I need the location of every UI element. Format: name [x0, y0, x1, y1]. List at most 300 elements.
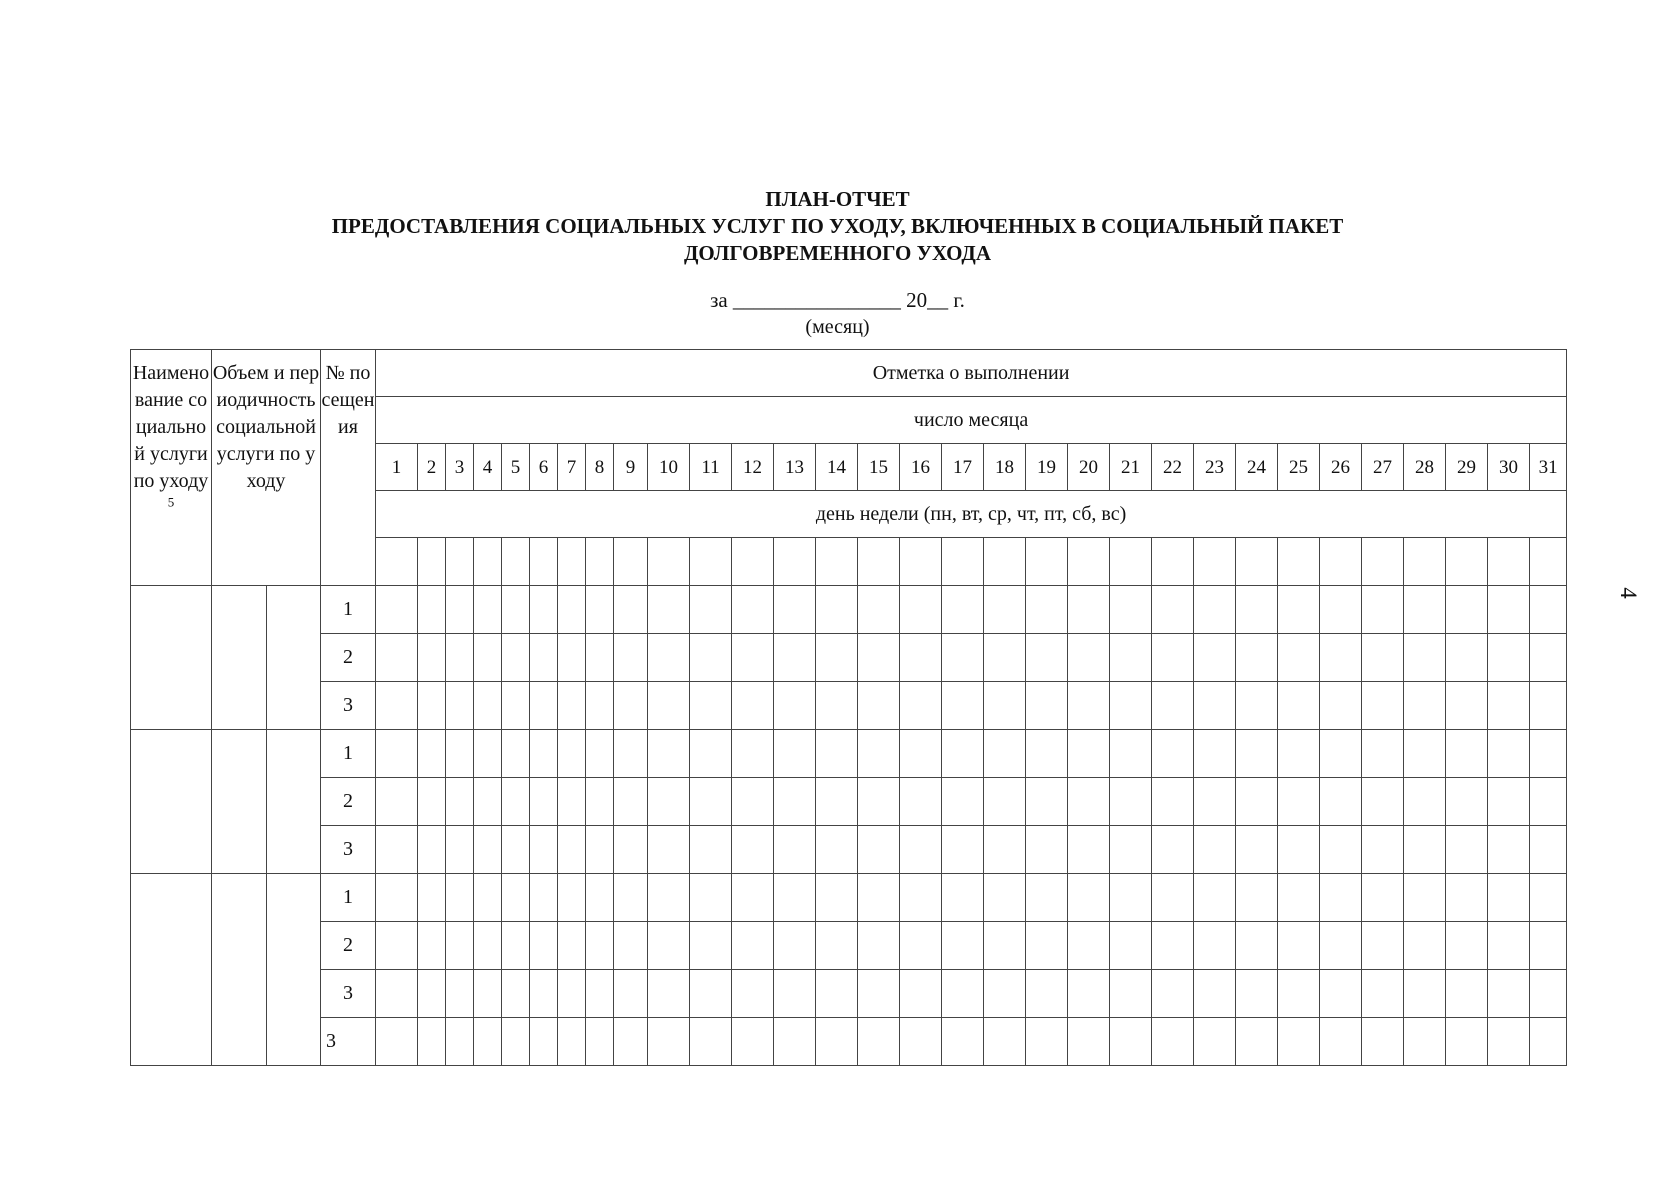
completion-mark-cell[interactable]: [900, 970, 942, 1018]
weekday-entry-cell[interactable]: [418, 538, 446, 586]
completion-mark-cell[interactable]: [648, 778, 690, 826]
completion-mark-cell[interactable]: [1362, 874, 1404, 922]
completion-mark-cell[interactable]: [984, 826, 1026, 874]
completion-mark-cell[interactable]: [558, 778, 586, 826]
completion-mark-cell[interactable]: [858, 970, 900, 1018]
completion-mark-cell[interactable]: [586, 778, 614, 826]
completion-mark-cell[interactable]: [984, 922, 1026, 970]
completion-mark-cell[interactable]: [446, 874, 474, 922]
completion-mark-cell[interactable]: [1236, 634, 1278, 682]
completion-mark-cell[interactable]: [900, 874, 942, 922]
completion-mark-cell[interactable]: [1110, 1018, 1152, 1066]
completion-mark-cell[interactable]: [732, 922, 774, 970]
completion-mark-cell[interactable]: [1488, 634, 1530, 682]
completion-mark-cell[interactable]: [502, 586, 530, 634]
completion-mark-cell[interactable]: [530, 874, 558, 922]
completion-mark-cell[interactable]: [474, 778, 502, 826]
completion-mark-cell[interactable]: [614, 730, 648, 778]
completion-mark-cell[interactable]: [1530, 778, 1567, 826]
completion-mark-cell[interactable]: [1152, 922, 1194, 970]
completion-mark-cell[interactable]: [1194, 922, 1236, 970]
completion-mark-cell[interactable]: [502, 826, 530, 874]
service-periodicity-cell[interactable]: [267, 586, 321, 730]
completion-mark-cell[interactable]: [1110, 682, 1152, 730]
completion-mark-cell[interactable]: [816, 634, 858, 682]
completion-mark-cell[interactable]: [614, 1018, 648, 1066]
completion-mark-cell[interactable]: [474, 682, 502, 730]
completion-mark-cell[interactable]: [1530, 682, 1567, 730]
completion-mark-cell[interactable]: [446, 970, 474, 1018]
completion-mark-cell[interactable]: [1404, 586, 1446, 634]
completion-mark-cell[interactable]: [586, 874, 614, 922]
completion-mark-cell[interactable]: [1236, 970, 1278, 1018]
completion-mark-cell[interactable]: [1194, 682, 1236, 730]
completion-mark-cell[interactable]: [446, 922, 474, 970]
completion-mark-cell[interactable]: [1152, 826, 1194, 874]
completion-mark-cell[interactable]: [586, 682, 614, 730]
weekday-entry-cell[interactable]: [1026, 538, 1068, 586]
completion-mark-cell[interactable]: [816, 970, 858, 1018]
completion-mark-cell[interactable]: [1278, 1018, 1320, 1066]
completion-mark-cell[interactable]: [1236, 922, 1278, 970]
completion-mark-cell[interactable]: [1278, 586, 1320, 634]
completion-mark-cell[interactable]: [1320, 730, 1362, 778]
completion-mark-cell[interactable]: [1488, 730, 1530, 778]
completion-mark-cell[interactable]: [942, 874, 984, 922]
completion-mark-cell[interactable]: [1152, 874, 1194, 922]
completion-mark-cell[interactable]: [774, 970, 816, 1018]
completion-mark-cell[interactable]: [690, 778, 732, 826]
completion-mark-cell[interactable]: [474, 586, 502, 634]
completion-mark-cell[interactable]: [614, 778, 648, 826]
completion-mark-cell[interactable]: [816, 682, 858, 730]
completion-mark-cell[interactable]: [418, 826, 446, 874]
completion-mark-cell[interactable]: [648, 874, 690, 922]
completion-mark-cell[interactable]: [1068, 634, 1110, 682]
completion-mark-cell[interactable]: [502, 1018, 530, 1066]
completion-mark-cell[interactable]: [858, 1018, 900, 1066]
completion-mark-cell[interactable]: [1278, 682, 1320, 730]
completion-mark-cell[interactable]: [558, 922, 586, 970]
completion-mark-cell[interactable]: [648, 682, 690, 730]
completion-mark-cell[interactable]: [1236, 730, 1278, 778]
completion-mark-cell[interactable]: [1194, 730, 1236, 778]
completion-mark-cell[interactable]: [446, 1018, 474, 1066]
completion-mark-cell[interactable]: [418, 970, 446, 1018]
weekday-entry-cell[interactable]: [648, 538, 690, 586]
weekday-entry-cell[interactable]: [816, 538, 858, 586]
service-periodicity-cell[interactable]: [267, 730, 321, 874]
weekday-entry-cell[interactable]: [1152, 538, 1194, 586]
completion-mark-cell[interactable]: [418, 634, 446, 682]
completion-mark-cell[interactable]: [1530, 634, 1567, 682]
completion-mark-cell[interactable]: [1152, 778, 1194, 826]
completion-mark-cell[interactable]: [1278, 778, 1320, 826]
completion-mark-cell[interactable]: [502, 682, 530, 730]
completion-mark-cell[interactable]: [648, 634, 690, 682]
completion-mark-cell[interactable]: [530, 970, 558, 1018]
completion-mark-cell[interactable]: [774, 826, 816, 874]
completion-mark-cell[interactable]: [900, 634, 942, 682]
completion-mark-cell[interactable]: [376, 1018, 418, 1066]
completion-mark-cell[interactable]: [1488, 586, 1530, 634]
completion-mark-cell[interactable]: [1068, 682, 1110, 730]
service-name-cell[interactable]: [131, 586, 212, 730]
completion-mark-cell[interactable]: [1278, 634, 1320, 682]
completion-mark-cell[interactable]: [376, 682, 418, 730]
weekday-entry-cell[interactable]: [942, 538, 984, 586]
completion-mark-cell[interactable]: [418, 730, 446, 778]
completion-mark-cell[interactable]: [502, 922, 530, 970]
completion-mark-cell[interactable]: [648, 826, 690, 874]
completion-mark-cell[interactable]: [1362, 1018, 1404, 1066]
completion-mark-cell[interactable]: [446, 682, 474, 730]
completion-mark-cell[interactable]: [942, 730, 984, 778]
completion-mark-cell[interactable]: [446, 586, 474, 634]
completion-mark-cell[interactable]: [376, 778, 418, 826]
completion-mark-cell[interactable]: [1488, 922, 1530, 970]
completion-mark-cell[interactable]: [586, 634, 614, 682]
completion-mark-cell[interactable]: [1068, 826, 1110, 874]
completion-mark-cell[interactable]: [690, 874, 732, 922]
completion-mark-cell[interactable]: [942, 682, 984, 730]
completion-mark-cell[interactable]: [1320, 970, 1362, 1018]
completion-mark-cell[interactable]: [1194, 874, 1236, 922]
completion-mark-cell[interactable]: [1362, 730, 1404, 778]
completion-mark-cell[interactable]: [690, 730, 732, 778]
completion-mark-cell[interactable]: [1404, 634, 1446, 682]
completion-mark-cell[interactable]: [1446, 874, 1488, 922]
completion-mark-cell[interactable]: [1446, 1018, 1488, 1066]
completion-mark-cell[interactable]: [1320, 634, 1362, 682]
completion-mark-cell[interactable]: [502, 970, 530, 1018]
completion-mark-cell[interactable]: [984, 682, 1026, 730]
completion-mark-cell[interactable]: [858, 778, 900, 826]
completion-mark-cell[interactable]: [586, 970, 614, 1018]
completion-mark-cell[interactable]: [1110, 634, 1152, 682]
completion-mark-cell[interactable]: [942, 634, 984, 682]
completion-mark-cell[interactable]: [858, 586, 900, 634]
completion-mark-cell[interactable]: [1446, 634, 1488, 682]
completion-mark-cell[interactable]: [1488, 826, 1530, 874]
completion-mark-cell[interactable]: [900, 922, 942, 970]
weekday-entry-cell[interactable]: [1488, 538, 1530, 586]
completion-mark-cell[interactable]: [900, 778, 942, 826]
completion-mark-cell[interactable]: [1362, 922, 1404, 970]
completion-mark-cell[interactable]: [530, 586, 558, 634]
completion-mark-cell[interactable]: [558, 730, 586, 778]
completion-mark-cell[interactable]: [530, 634, 558, 682]
completion-mark-cell[interactable]: [1026, 922, 1068, 970]
completion-mark-cell[interactable]: [502, 874, 530, 922]
completion-mark-cell[interactable]: [474, 826, 502, 874]
completion-mark-cell[interactable]: [774, 586, 816, 634]
weekday-entry-cell[interactable]: [1194, 538, 1236, 586]
weekday-entry-cell[interactable]: [1110, 538, 1152, 586]
completion-mark-cell[interactable]: [1110, 778, 1152, 826]
completion-mark-cell[interactable]: [1446, 922, 1488, 970]
completion-mark-cell[interactable]: [774, 922, 816, 970]
completion-mark-cell[interactable]: [502, 634, 530, 682]
completion-mark-cell[interactable]: [586, 922, 614, 970]
completion-mark-cell[interactable]: [984, 730, 1026, 778]
completion-mark-cell[interactable]: [1488, 682, 1530, 730]
completion-mark-cell[interactable]: [774, 874, 816, 922]
completion-mark-cell[interactable]: [1068, 970, 1110, 1018]
completion-mark-cell[interactable]: [474, 634, 502, 682]
completion-mark-cell[interactable]: [1488, 778, 1530, 826]
completion-mark-cell[interactable]: [816, 874, 858, 922]
weekday-entry-cell[interactable]: [530, 538, 558, 586]
completion-mark-cell[interactable]: [774, 682, 816, 730]
completion-mark-cell[interactable]: [690, 634, 732, 682]
completion-mark-cell[interactable]: [774, 1018, 816, 1066]
completion-mark-cell[interactable]: [732, 730, 774, 778]
completion-mark-cell[interactable]: [1320, 778, 1362, 826]
completion-mark-cell[interactable]: [858, 682, 900, 730]
completion-mark-cell[interactable]: [816, 730, 858, 778]
completion-mark-cell[interactable]: [1530, 874, 1567, 922]
completion-mark-cell[interactable]: [858, 922, 900, 970]
completion-mark-cell[interactable]: [1278, 874, 1320, 922]
completion-mark-cell[interactable]: [690, 682, 732, 730]
weekday-entry-cell[interactable]: [586, 538, 614, 586]
completion-mark-cell[interactable]: [1026, 634, 1068, 682]
completion-mark-cell[interactable]: [558, 874, 586, 922]
service-name-cell[interactable]: [131, 730, 212, 874]
completion-mark-cell[interactable]: [900, 682, 942, 730]
completion-mark-cell[interactable]: [1026, 730, 1068, 778]
service-volume-cell[interactable]: [212, 730, 267, 874]
completion-mark-cell[interactable]: [614, 682, 648, 730]
completion-mark-cell[interactable]: [732, 682, 774, 730]
completion-mark-cell[interactable]: [732, 634, 774, 682]
completion-mark-cell[interactable]: [1404, 1018, 1446, 1066]
completion-mark-cell[interactable]: [1110, 826, 1152, 874]
completion-mark-cell[interactable]: [530, 682, 558, 730]
completion-mark-cell[interactable]: [774, 634, 816, 682]
service-periodicity-cell[interactable]: [267, 874, 321, 1066]
completion-mark-cell[interactable]: [1152, 1018, 1194, 1066]
completion-mark-cell[interactable]: [446, 778, 474, 826]
completion-mark-cell[interactable]: [690, 826, 732, 874]
completion-mark-cell[interactable]: [586, 1018, 614, 1066]
weekday-entry-cell[interactable]: [858, 538, 900, 586]
completion-mark-cell[interactable]: [1110, 922, 1152, 970]
completion-mark-cell[interactable]: [858, 826, 900, 874]
completion-mark-cell[interactable]: [1026, 682, 1068, 730]
completion-mark-cell[interactable]: [418, 1018, 446, 1066]
completion-mark-cell[interactable]: [816, 826, 858, 874]
weekday-entry-cell[interactable]: [376, 538, 418, 586]
weekday-entry-cell[interactable]: [558, 538, 586, 586]
completion-mark-cell[interactable]: [1152, 586, 1194, 634]
completion-mark-cell[interactable]: [942, 922, 984, 970]
completion-mark-cell[interactable]: [942, 1018, 984, 1066]
completion-mark-cell[interactable]: [690, 922, 732, 970]
completion-mark-cell[interactable]: [1236, 874, 1278, 922]
completion-mark-cell[interactable]: [474, 730, 502, 778]
completion-mark-cell[interactable]: [1404, 730, 1446, 778]
completion-mark-cell[interactable]: [816, 922, 858, 970]
completion-mark-cell[interactable]: [942, 826, 984, 874]
completion-mark-cell[interactable]: [614, 586, 648, 634]
completion-mark-cell[interactable]: [1446, 586, 1488, 634]
completion-mark-cell[interactable]: [1320, 1018, 1362, 1066]
completion-mark-cell[interactable]: [1488, 1018, 1530, 1066]
completion-mark-cell[interactable]: [418, 778, 446, 826]
completion-mark-cell[interactable]: [900, 826, 942, 874]
completion-mark-cell[interactable]: [1068, 778, 1110, 826]
completion-mark-cell[interactable]: [530, 778, 558, 826]
service-name-cell[interactable]: [131, 874, 212, 1066]
completion-mark-cell[interactable]: [690, 1018, 732, 1066]
completion-mark-cell[interactable]: [732, 778, 774, 826]
completion-mark-cell[interactable]: [530, 826, 558, 874]
completion-mark-cell[interactable]: [1152, 682, 1194, 730]
completion-mark-cell[interactable]: [558, 970, 586, 1018]
completion-mark-cell[interactable]: [1026, 874, 1068, 922]
completion-mark-cell[interactable]: [1362, 586, 1404, 634]
completion-mark-cell[interactable]: [1446, 778, 1488, 826]
completion-mark-cell[interactable]: [474, 922, 502, 970]
completion-mark-cell[interactable]: [1404, 778, 1446, 826]
completion-mark-cell[interactable]: [614, 634, 648, 682]
completion-mark-cell[interactable]: [942, 586, 984, 634]
weekday-entry-cell[interactable]: [1446, 538, 1488, 586]
weekday-entry-cell[interactable]: [446, 538, 474, 586]
completion-mark-cell[interactable]: [1446, 682, 1488, 730]
completion-mark-cell[interactable]: [648, 1018, 690, 1066]
completion-mark-cell[interactable]: [1404, 922, 1446, 970]
weekday-entry-cell[interactable]: [1278, 538, 1320, 586]
completion-mark-cell[interactable]: [732, 970, 774, 1018]
completion-mark-cell[interactable]: [376, 970, 418, 1018]
completion-mark-cell[interactable]: [558, 826, 586, 874]
completion-mark-cell[interactable]: [1110, 730, 1152, 778]
completion-mark-cell[interactable]: [1068, 874, 1110, 922]
completion-mark-cell[interactable]: [1068, 586, 1110, 634]
completion-mark-cell[interactable]: [1110, 874, 1152, 922]
completion-mark-cell[interactable]: [1530, 826, 1567, 874]
completion-mark-cell[interactable]: [816, 1018, 858, 1066]
completion-mark-cell[interactable]: [774, 778, 816, 826]
completion-mark-cell[interactable]: [1320, 922, 1362, 970]
completion-mark-cell[interactable]: [900, 586, 942, 634]
completion-mark-cell[interactable]: [942, 970, 984, 1018]
completion-mark-cell[interactable]: [474, 970, 502, 1018]
completion-mark-cell[interactable]: [1110, 970, 1152, 1018]
completion-mark-cell[interactable]: [614, 922, 648, 970]
completion-mark-cell[interactable]: [614, 874, 648, 922]
completion-mark-cell[interactable]: [474, 874, 502, 922]
completion-mark-cell[interactable]: [1194, 970, 1236, 1018]
completion-mark-cell[interactable]: [1446, 970, 1488, 1018]
completion-mark-cell[interactable]: [376, 826, 418, 874]
completion-mark-cell[interactable]: [690, 970, 732, 1018]
completion-mark-cell[interactable]: [1362, 970, 1404, 1018]
completion-mark-cell[interactable]: [1236, 778, 1278, 826]
completion-mark-cell[interactable]: [1026, 586, 1068, 634]
completion-mark-cell[interactable]: [586, 730, 614, 778]
completion-mark-cell[interactable]: [586, 826, 614, 874]
completion-mark-cell[interactable]: [858, 634, 900, 682]
service-volume-cell[interactable]: [212, 874, 267, 1066]
weekday-entry-cell[interactable]: [690, 538, 732, 586]
completion-mark-cell[interactable]: [984, 586, 1026, 634]
completion-mark-cell[interactable]: [1194, 1018, 1236, 1066]
completion-mark-cell[interactable]: [1488, 970, 1530, 1018]
completion-mark-cell[interactable]: [1152, 730, 1194, 778]
completion-mark-cell[interactable]: [900, 730, 942, 778]
completion-mark-cell[interactable]: [474, 1018, 502, 1066]
completion-mark-cell[interactable]: [1194, 826, 1236, 874]
completion-mark-cell[interactable]: [1068, 922, 1110, 970]
completion-mark-cell[interactable]: [1530, 730, 1567, 778]
completion-mark-cell[interactable]: [1236, 682, 1278, 730]
completion-mark-cell[interactable]: [1110, 586, 1152, 634]
completion-mark-cell[interactable]: [984, 778, 1026, 826]
completion-mark-cell[interactable]: [984, 1018, 1026, 1066]
completion-mark-cell[interactable]: [1320, 586, 1362, 634]
completion-mark-cell[interactable]: [1278, 826, 1320, 874]
completion-mark-cell[interactable]: [1152, 970, 1194, 1018]
completion-mark-cell[interactable]: [376, 586, 418, 634]
completion-mark-cell[interactable]: [446, 634, 474, 682]
completion-mark-cell[interactable]: [816, 778, 858, 826]
weekday-entry-cell[interactable]: [502, 538, 530, 586]
completion-mark-cell[interactable]: [614, 826, 648, 874]
completion-mark-cell[interactable]: [1362, 778, 1404, 826]
completion-mark-cell[interactable]: [530, 730, 558, 778]
completion-mark-cell[interactable]: [1068, 1018, 1110, 1066]
completion-mark-cell[interactable]: [418, 682, 446, 730]
completion-mark-cell[interactable]: [1278, 922, 1320, 970]
completion-mark-cell[interactable]: [558, 1018, 586, 1066]
completion-mark-cell[interactable]: [1194, 586, 1236, 634]
completion-mark-cell[interactable]: [1404, 874, 1446, 922]
completion-mark-cell[interactable]: [1026, 1018, 1068, 1066]
completion-mark-cell[interactable]: [558, 634, 586, 682]
completion-mark-cell[interactable]: [1530, 586, 1567, 634]
completion-mark-cell[interactable]: [1194, 778, 1236, 826]
completion-mark-cell[interactable]: [984, 874, 1026, 922]
weekday-entry-cell[interactable]: [900, 538, 942, 586]
completion-mark-cell[interactable]: [1194, 634, 1236, 682]
weekday-entry-cell[interactable]: [614, 538, 648, 586]
weekday-entry-cell[interactable]: [1404, 538, 1446, 586]
completion-mark-cell[interactable]: [648, 970, 690, 1018]
weekday-entry-cell[interactable]: [1362, 538, 1404, 586]
completion-mark-cell[interactable]: [1320, 874, 1362, 922]
completion-mark-cell[interactable]: [1278, 730, 1320, 778]
completion-mark-cell[interactable]: [1446, 730, 1488, 778]
completion-mark-cell[interactable]: [1404, 682, 1446, 730]
completion-mark-cell[interactable]: [1530, 970, 1567, 1018]
completion-mark-cell[interactable]: [558, 682, 586, 730]
completion-mark-cell[interactable]: [614, 970, 648, 1018]
completion-mark-cell[interactable]: [1026, 778, 1068, 826]
completion-mark-cell[interactable]: [1362, 682, 1404, 730]
completion-mark-cell[interactable]: [942, 778, 984, 826]
completion-mark-cell[interactable]: [558, 586, 586, 634]
weekday-entry-cell[interactable]: [1530, 538, 1567, 586]
completion-mark-cell[interactable]: [418, 922, 446, 970]
completion-mark-cell[interactable]: [732, 586, 774, 634]
completion-mark-cell[interactable]: [1320, 826, 1362, 874]
completion-mark-cell[interactable]: [1236, 826, 1278, 874]
completion-mark-cell[interactable]: [1320, 682, 1362, 730]
